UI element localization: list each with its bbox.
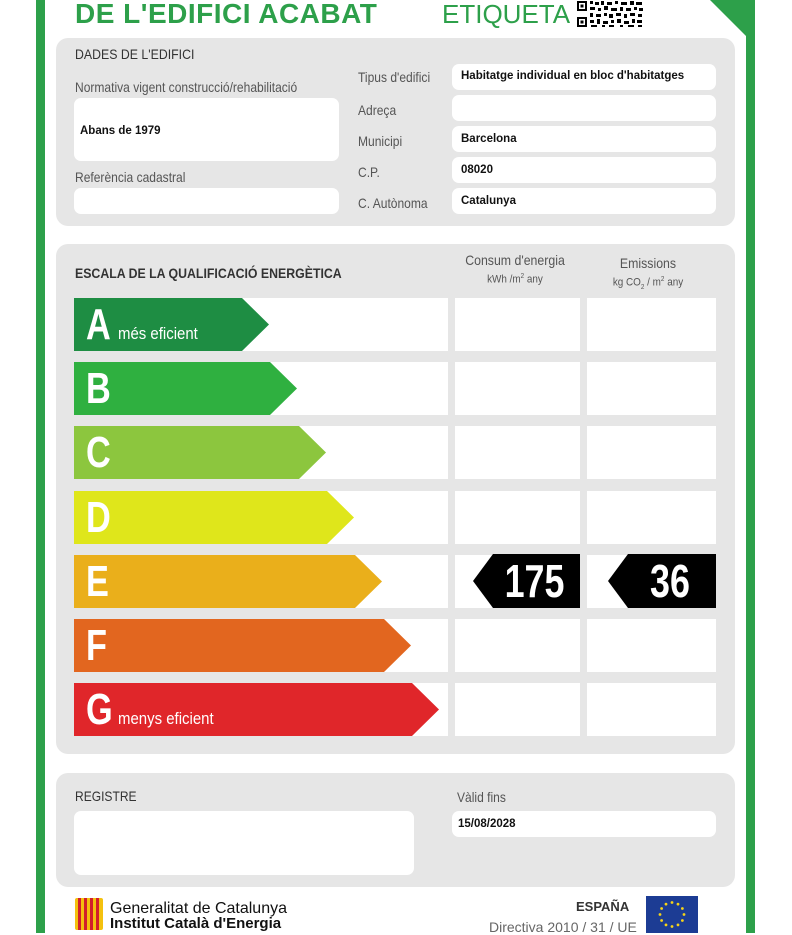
energy-cell-c xyxy=(455,426,580,479)
comunitat-value: Catalunya xyxy=(461,195,516,207)
label-title: DE L'EDIFICI ACABAT xyxy=(75,0,378,29)
rating-letter-a: A xyxy=(86,300,111,349)
energy-column-header: Consum d'energia xyxy=(465,252,565,268)
registry-title: REGISTRE xyxy=(75,788,137,804)
tipus-value: Habitatge individual en bloc d'habitatges xyxy=(461,70,685,82)
emissions-cell-a xyxy=(587,298,716,351)
emissions-rating-marker xyxy=(608,554,716,608)
footer-org-line2: Institut Català d'Energia xyxy=(110,915,282,932)
rating-note-a: més eficient xyxy=(118,324,198,343)
rating-note-g: menys eficient xyxy=(118,709,214,728)
generalitat-logo-icon xyxy=(75,898,103,930)
building-section-title: DADES DE L'EDIFICI xyxy=(75,46,195,62)
rating-arrow-d xyxy=(74,491,354,544)
municipi-field xyxy=(452,126,716,152)
emissions-rating-marker-value: 36 xyxy=(650,555,690,607)
rating-letter-e: E xyxy=(86,557,109,606)
footer-org-line1: Generalitat de Catalunya xyxy=(110,900,287,917)
valid-field xyxy=(452,811,716,837)
registry-field xyxy=(74,811,414,875)
energy-cell-g xyxy=(455,683,580,736)
municipi-value: Barcelona xyxy=(461,133,517,145)
energy-rating-marker xyxy=(473,554,580,608)
emissions-cell-d xyxy=(587,491,716,544)
qr-code-icon xyxy=(576,0,644,28)
referencia-label: Referència cadastral xyxy=(75,169,186,185)
emissions-cell-g xyxy=(587,683,716,736)
comunitat-label: C. Autònoma xyxy=(358,195,428,211)
rating-letter-f: F xyxy=(86,621,107,670)
adreca-label: Adreça xyxy=(358,102,397,118)
rating-letter-c: C xyxy=(86,428,111,477)
frame-right-border xyxy=(746,0,755,933)
rating-arrow-a xyxy=(74,298,269,351)
energy-cell-a xyxy=(455,298,580,351)
frame-left-border xyxy=(36,0,45,933)
emissions-cell-f xyxy=(587,619,716,672)
emissions-cell-b xyxy=(587,362,716,415)
footer-country: ESPAÑA xyxy=(576,899,630,914)
eu-flag-icon xyxy=(646,896,698,933)
scale-title: ESCALA DE LA QUALIFICACIÓ ENERGÈTICA xyxy=(75,265,342,281)
frame-corner xyxy=(710,0,746,36)
rating-arrow-c xyxy=(74,426,326,479)
comunitat-field xyxy=(452,188,716,214)
cp-label: C.P. xyxy=(358,164,380,180)
footer-directive: Directiva 2010 / 31 / UE xyxy=(489,919,637,935)
municipi-label: Municipi xyxy=(358,133,403,149)
rating-arrow-b xyxy=(74,362,297,415)
rating-letter-b: B xyxy=(86,364,111,413)
referencia-field xyxy=(74,188,339,214)
rating-arrow-e xyxy=(74,555,382,608)
energy-column-unit: kWh $/m^2$ any xyxy=(487,273,543,286)
emissions-column-unit: kg $CO_2 / m^2$ any xyxy=(612,276,684,291)
energy-rating-marker-value: 175 xyxy=(504,555,565,607)
energy-cell-d xyxy=(455,491,580,544)
rating-letter-g: G xyxy=(86,685,113,734)
normativa-value: Abans de 1979 xyxy=(80,125,161,137)
normativa-label: Normativa vigent construcció/rehabilitació xyxy=(75,79,298,95)
adreca-field xyxy=(452,95,716,121)
cp-value: 08020 xyxy=(461,164,493,176)
emissions-cell-c xyxy=(587,426,716,479)
emissions-column-header: Emissions xyxy=(619,255,677,271)
label-etiqueta: ETIQUETA xyxy=(442,0,571,29)
normativa-field xyxy=(74,98,339,161)
rating-arrow-g xyxy=(74,683,439,736)
rating-letter-d: D xyxy=(86,493,111,542)
energy-cell-f xyxy=(455,619,580,672)
tipus-label: Tipus d'edifici xyxy=(358,69,431,85)
valid-label: Vàlid fins xyxy=(457,789,506,805)
tipus-field xyxy=(452,64,716,90)
energy-cell-b xyxy=(455,362,580,415)
rating-arrow-f xyxy=(74,619,411,672)
cp-field xyxy=(452,157,716,183)
valid-value: 15/08/2028 xyxy=(458,818,516,830)
